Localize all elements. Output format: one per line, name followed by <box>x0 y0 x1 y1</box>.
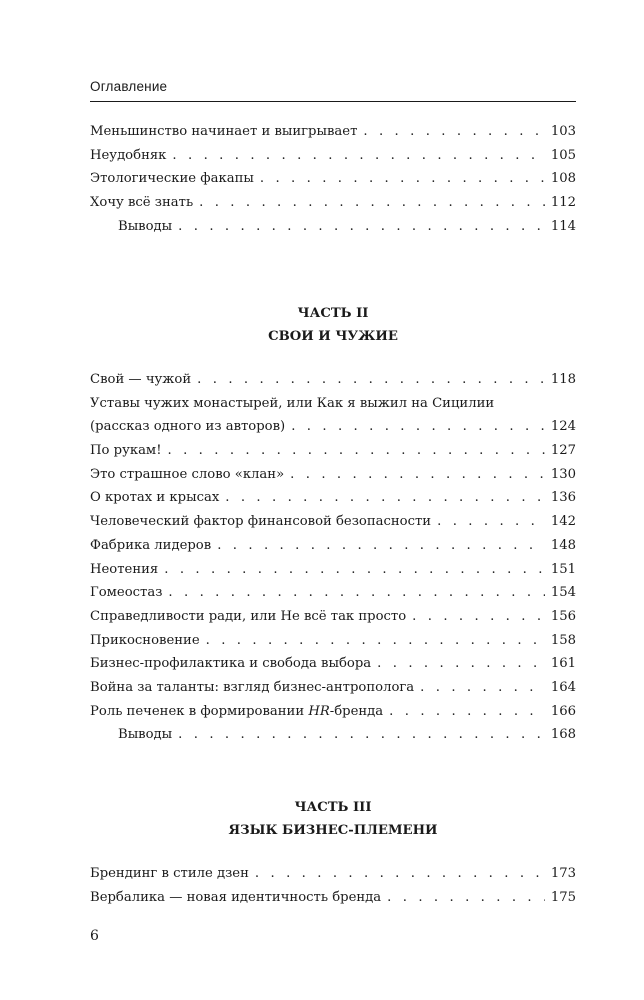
toc-entry-page: 136 <box>550 490 576 506</box>
toc-entry[interactable] <box>90 652 576 676</box>
toc-section-part-3 <box>90 862 576 909</box>
toc-entry-title: Неотения <box>90 561 159 577</box>
toc-entry-title: Прикосновение <box>90 632 200 648</box>
toc-entry-page: 127 <box>550 443 576 459</box>
toc-entry-page: 158 <box>550 632 576 648</box>
toc-entry-title: Это страшное слово «клан» <box>90 466 285 482</box>
toc-entry-page: 168 <box>550 727 576 743</box>
leader-dots <box>437 510 545 534</box>
part-2-heading <box>90 302 576 348</box>
toc-entry-title: Фабрика лидеров <box>90 537 212 553</box>
toc-entry-title-line1: Уставы чужих монастырей, или Как я выжил на Сицилии <box>90 395 495 411</box>
toc-entry[interactable] <box>90 886 576 910</box>
toc-entry[interactable] <box>90 676 576 700</box>
toc-entry-title: Этологические факапы <box>90 171 254 187</box>
toc-entry[interactable] <box>90 439 576 463</box>
toc-entry-page: 154 <box>550 585 576 601</box>
leader-dots <box>260 167 545 191</box>
toc-entry-title: Неудобняк <box>90 147 167 163</box>
leader-dots <box>389 700 545 724</box>
toc-entry[interactable] <box>90 534 576 558</box>
running-head: Оглавление <box>90 79 168 94</box>
toc-entry-page: 130 <box>550 466 576 482</box>
toc-entry[interactable] <box>90 700 576 724</box>
leader-dots <box>172 144 544 168</box>
toc-entry-page: 105 <box>550 147 576 163</box>
toc-entry-conclusions[interactable] <box>90 215 576 239</box>
leader-dots <box>168 439 545 463</box>
part-2-title: СВОИ И ЧУЖИЕ <box>268 329 398 344</box>
leader-dots <box>164 558 545 582</box>
toc-entry-page: 148 <box>550 537 576 553</box>
toc-entry[interactable] <box>90 558 576 582</box>
leader-dots <box>178 723 545 747</box>
toc-entry[interactable] <box>90 510 576 534</box>
leader-dots <box>255 862 545 886</box>
toc-title-emphasis: HR <box>308 703 330 719</box>
leader-dots <box>290 463 545 487</box>
leader-dots <box>197 368 545 392</box>
leader-dots <box>217 534 545 558</box>
toc-entry[interactable] <box>90 486 576 510</box>
leader-dots <box>168 581 544 605</box>
leader-dots <box>178 215 545 239</box>
toc-entry-page: 103 <box>550 124 576 139</box>
toc-entry-title <box>90 700 389 724</box>
leader-dots <box>412 605 545 629</box>
toc-entry-title: (рассказ одного из авторов) <box>90 419 286 435</box>
toc-entry-page: 142 <box>550 514 576 530</box>
toc-entry-title: О кротах и крысах <box>90 490 220 506</box>
toc-entry-page: 108 <box>550 171 576 187</box>
toc-entry-title: Хочу всё знать <box>90 195 194 211</box>
toc-entry[interactable] <box>90 191 576 215</box>
toc-section-top <box>90 120 576 238</box>
toc-entry-title: Бизнес-профилактика и свобода выбора <box>90 656 372 672</box>
header-rule <box>90 101 576 102</box>
toc-entry-multiline[interactable] <box>90 392 576 439</box>
leader-dots <box>206 629 545 653</box>
part-2-label: ЧАСТЬ II <box>297 306 369 321</box>
toc-entry-page: 124 <box>550 419 576 435</box>
toc-entry-page: 118 <box>550 372 576 387</box>
toc-entry-page: 164 <box>550 679 576 695</box>
toc-entry-title: Человеческий фактор финансовой безопасности <box>90 514 432 530</box>
toc-entry[interactable] <box>90 862 576 886</box>
toc-entry-title: Выводы <box>118 727 173 743</box>
toc-title-pre: Роль печенек в формировании <box>90 703 309 719</box>
toc-entry-title: Брендинг в стиле дзен <box>90 866 249 881</box>
leader-dots <box>291 415 545 439</box>
toc-entry[interactable] <box>90 120 576 144</box>
toc-entry-page: 161 <box>550 656 576 672</box>
toc-entry-title: Вербалика — новая идентичность бренда <box>90 889 382 905</box>
toc-entry[interactable] <box>90 368 576 392</box>
toc-section-part-2 <box>90 368 576 747</box>
toc-entry[interactable] <box>90 581 576 605</box>
toc-entry-title: Справедливости ради, или Не всё так просто <box>90 608 407 624</box>
toc-title-post: -бренда <box>329 703 384 719</box>
leader-dots <box>387 886 545 910</box>
toc-entry-title: Меньшинство начинает и выигрывает <box>90 124 358 139</box>
toc-entry[interactable] <box>90 629 576 653</box>
toc-entry-line2 <box>90 415 576 439</box>
toc-entry-title: По рукам! <box>90 443 162 459</box>
toc-entry-page: 156 <box>550 608 576 624</box>
toc-entry-page: 151 <box>550 561 576 577</box>
leader-dots <box>363 120 544 144</box>
toc-entry-title: Свой — чужой <box>90 372 192 387</box>
part-3-label: ЧАСТЬ III <box>294 800 372 815</box>
part-3-title: ЯЗЫК БИЗНЕС-ПЛЕМЕНИ <box>228 823 438 838</box>
leader-dots <box>225 486 545 510</box>
part-3-heading <box>90 796 576 842</box>
toc-entry[interactable] <box>90 605 576 629</box>
toc-entry-title: Гомеостаз <box>90 585 163 601</box>
toc-entry-title: Война за таланты: взгляд бизнес-антрополога <box>90 679 415 695</box>
toc-entry-page: 173 <box>550 866 576 881</box>
leader-dots <box>377 652 545 676</box>
toc-entry[interactable] <box>90 167 576 191</box>
leader-dots <box>199 191 545 215</box>
toc-entry-page: 175 <box>550 889 576 905</box>
toc-entry[interactable] <box>90 463 576 487</box>
toc-entry-page: 112 <box>550 195 576 211</box>
toc-entry-conclusions[interactable] <box>90 723 576 747</box>
page-number: 6 <box>90 928 99 944</box>
leader-dots <box>420 676 545 700</box>
toc-entry-title: Выводы <box>118 218 173 234</box>
toc-entry-page: 166 <box>550 703 576 719</box>
toc-entry[interactable] <box>90 144 576 168</box>
toc-entry-page: 114 <box>550 218 576 234</box>
